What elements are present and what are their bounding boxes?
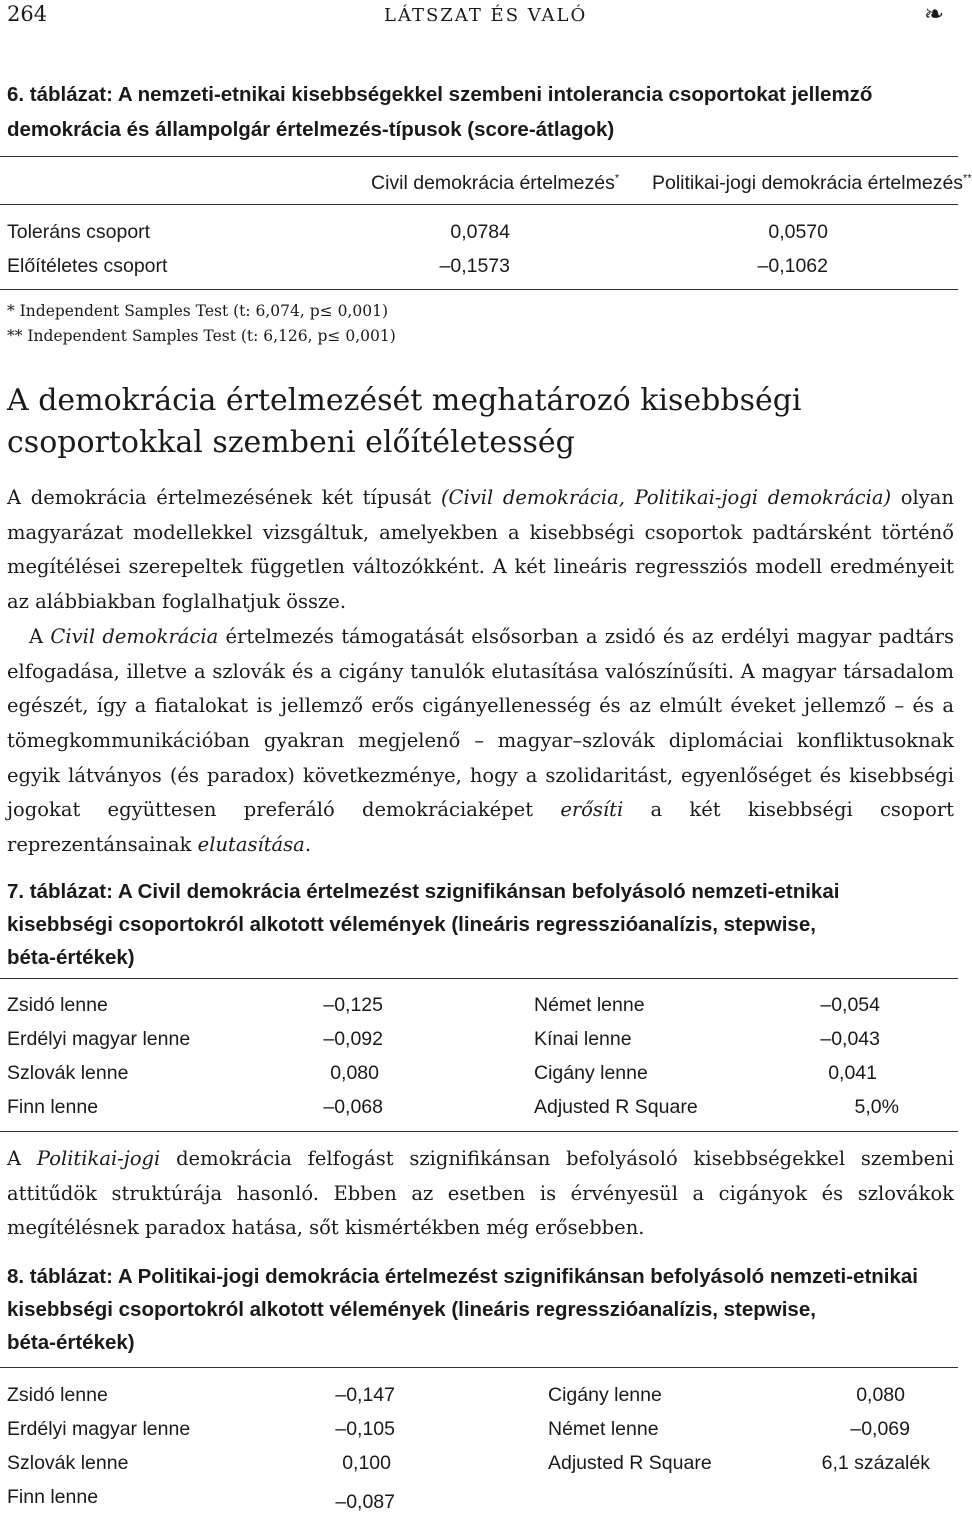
table6-footnote-1: * Independent Samples Test (t: 6,074, p≤ 0,001) xyxy=(7,302,389,320)
table7-value: 0,080 xyxy=(330,1062,379,1084)
table7-label: Német lenne xyxy=(534,994,645,1016)
table6-row-label: Toleráns csoport xyxy=(7,221,151,243)
table6-caption: 6. táblázat: A nemzeti-etnikai kisebbségekkel szembeni intolerancia csoportokat jellemző demokrácia és állampolgár értelmezés-típusok (score-átlagok) xyxy=(7,83,873,141)
table7-label: Kínai lenne xyxy=(534,1028,632,1050)
running-title: LÁTSZAT ÉS VALÓ xyxy=(384,5,588,26)
paragraph-2: A Civil demokrácia értelmezés támogatását elsősorban a zsidó és az erdélyi magyar padtárs elfogadása, illetve a szlovák és a cigány tanulók elutasítása valószínűsíti. A magyar társadalom egészét, így a fiatalokat is jellemző erős cigányellenesség és az elmúlt éveket jellemző – és a tömegkommunikációban gyakran megjelenő – magyar–szlovák diplomáciai konfliktusoknak egyik látványos (és paradox) következménye, hogy a szolidaritást, egyenlőséget és kisebbségi jogokat együttesen preferáló demokráciaképet erősíti a két kisebbségi csoport reprezentánsainak elutasítása. xyxy=(7,624,954,857)
table7-value: –0,054 xyxy=(820,994,880,1016)
table6-top-rule xyxy=(0,156,958,157)
table7-label: Zsidó lenne xyxy=(7,994,108,1016)
table8-value: –0,087 xyxy=(335,1491,395,1513)
table6-col2-header: Politikai-jogi demokrácia értelmezés** xyxy=(652,172,972,194)
table7-label: Erdélyi magyar lenne xyxy=(7,1028,191,1050)
table8-label: Finn lenne xyxy=(7,1486,99,1508)
table7-value: –0,125 xyxy=(323,994,383,1016)
table7-value: 5,0% xyxy=(854,1096,899,1118)
table8-label: Zsidó lenne xyxy=(7,1384,108,1406)
table8-value: –0,105 xyxy=(335,1418,395,1440)
table8-value: 0,080 xyxy=(856,1384,905,1406)
table7-value: 0,041 xyxy=(828,1062,877,1084)
table6-cell: 0,0570 xyxy=(768,221,828,243)
table7-label: Szlovák lenne xyxy=(7,1062,129,1084)
table8-value: –0,147 xyxy=(335,1384,395,1406)
table6-footnote-2: ** Independent Samples Test (t: 6,126, p≤ 0,001) xyxy=(7,327,396,345)
table7-value: –0,068 xyxy=(323,1096,383,1118)
table8-label: Cigány lenne xyxy=(548,1384,662,1406)
table6-header-rule xyxy=(0,204,958,205)
table8-caption: 8. táblázat: A Politikai-jogi demokrácia értelmezést szignifikánsan befolyásoló nemzeti-etnikai kisebbségi csoportokról alkotott vélemények (lineáris regresszióanalízis, stepwise, béta-értékek) xyxy=(7,1265,918,1354)
table6-col1-header: Civil demokrácia értelmezés* xyxy=(371,172,620,194)
paragraph-3: A Politikai-jogi demokrácia felfogást szignifikánsan befolyásoló kisebbségekkel szembeni attitűdök struktúrája hasonló. Ebben az esetben is érvényesül a cigányok és szlovákok megítélésnek paradox hatása, sőt kismértékben még erősebben. xyxy=(7,1147,955,1240)
table6-cell: 0,0784 xyxy=(450,221,510,243)
table8-top-rule xyxy=(0,1367,958,1368)
table8-value: –0,069 xyxy=(850,1418,910,1440)
page-number: 264 xyxy=(7,2,48,26)
table6-bottom-rule xyxy=(0,289,958,290)
table8-label: Német lenne xyxy=(548,1418,659,1440)
paragraph-1: A demokrácia értelmezésének két típusát (Civil demokrácia, Politikai-jogi demokrácia) olyan magyarázat modellekkel vizsgáltuk, amelyekben a kisebbségi csoportok padtársként történő megítélései szerepeltek független változókként. A két lineáris regressziós modell eredményeit az alábbiakban foglalhatjuk össze. xyxy=(7,486,954,614)
table7-value: –0,043 xyxy=(820,1028,880,1050)
body-text xyxy=(7,481,954,863)
table8-value: 0,100 xyxy=(342,1452,391,1474)
table6-row-label: Előítéletes csoport xyxy=(7,255,168,277)
table7-value: –0,092 xyxy=(323,1028,383,1050)
section-heading: A demokrácia értelmezését meghatározó kisebbségi csoportokkal szembeni előítéletesség xyxy=(7,383,802,460)
body-text-2 xyxy=(7,1142,954,1246)
table7-bottom-rule xyxy=(0,1131,958,1132)
ornament-icon: ❧ xyxy=(924,0,945,28)
table6-cell: –0,1062 xyxy=(757,255,828,277)
table7-label: Finn lenne xyxy=(7,1096,99,1118)
table7-label: Cigány lenne xyxy=(534,1062,648,1084)
table8-value: 6,1 százalék xyxy=(821,1452,930,1474)
table7-caption: 7. táblázat: A Civil demokrácia értelmezést szignifikánsan befolyásoló nemzeti-etnikai kisebbségi csoportokról alkotott vélemények (lineáris regresszióanalízis, stepwise, béta-értékek) xyxy=(7,880,840,969)
table8-label: Erdélyi magyar lenne xyxy=(7,1418,191,1440)
table7-label: Adjusted R Square xyxy=(534,1096,698,1118)
table8-label: Adjusted R Square xyxy=(548,1452,712,1474)
table6-cell: –0,1573 xyxy=(439,255,510,277)
table7-top-rule xyxy=(0,978,958,979)
table8-label: Szlovák lenne xyxy=(7,1452,129,1474)
